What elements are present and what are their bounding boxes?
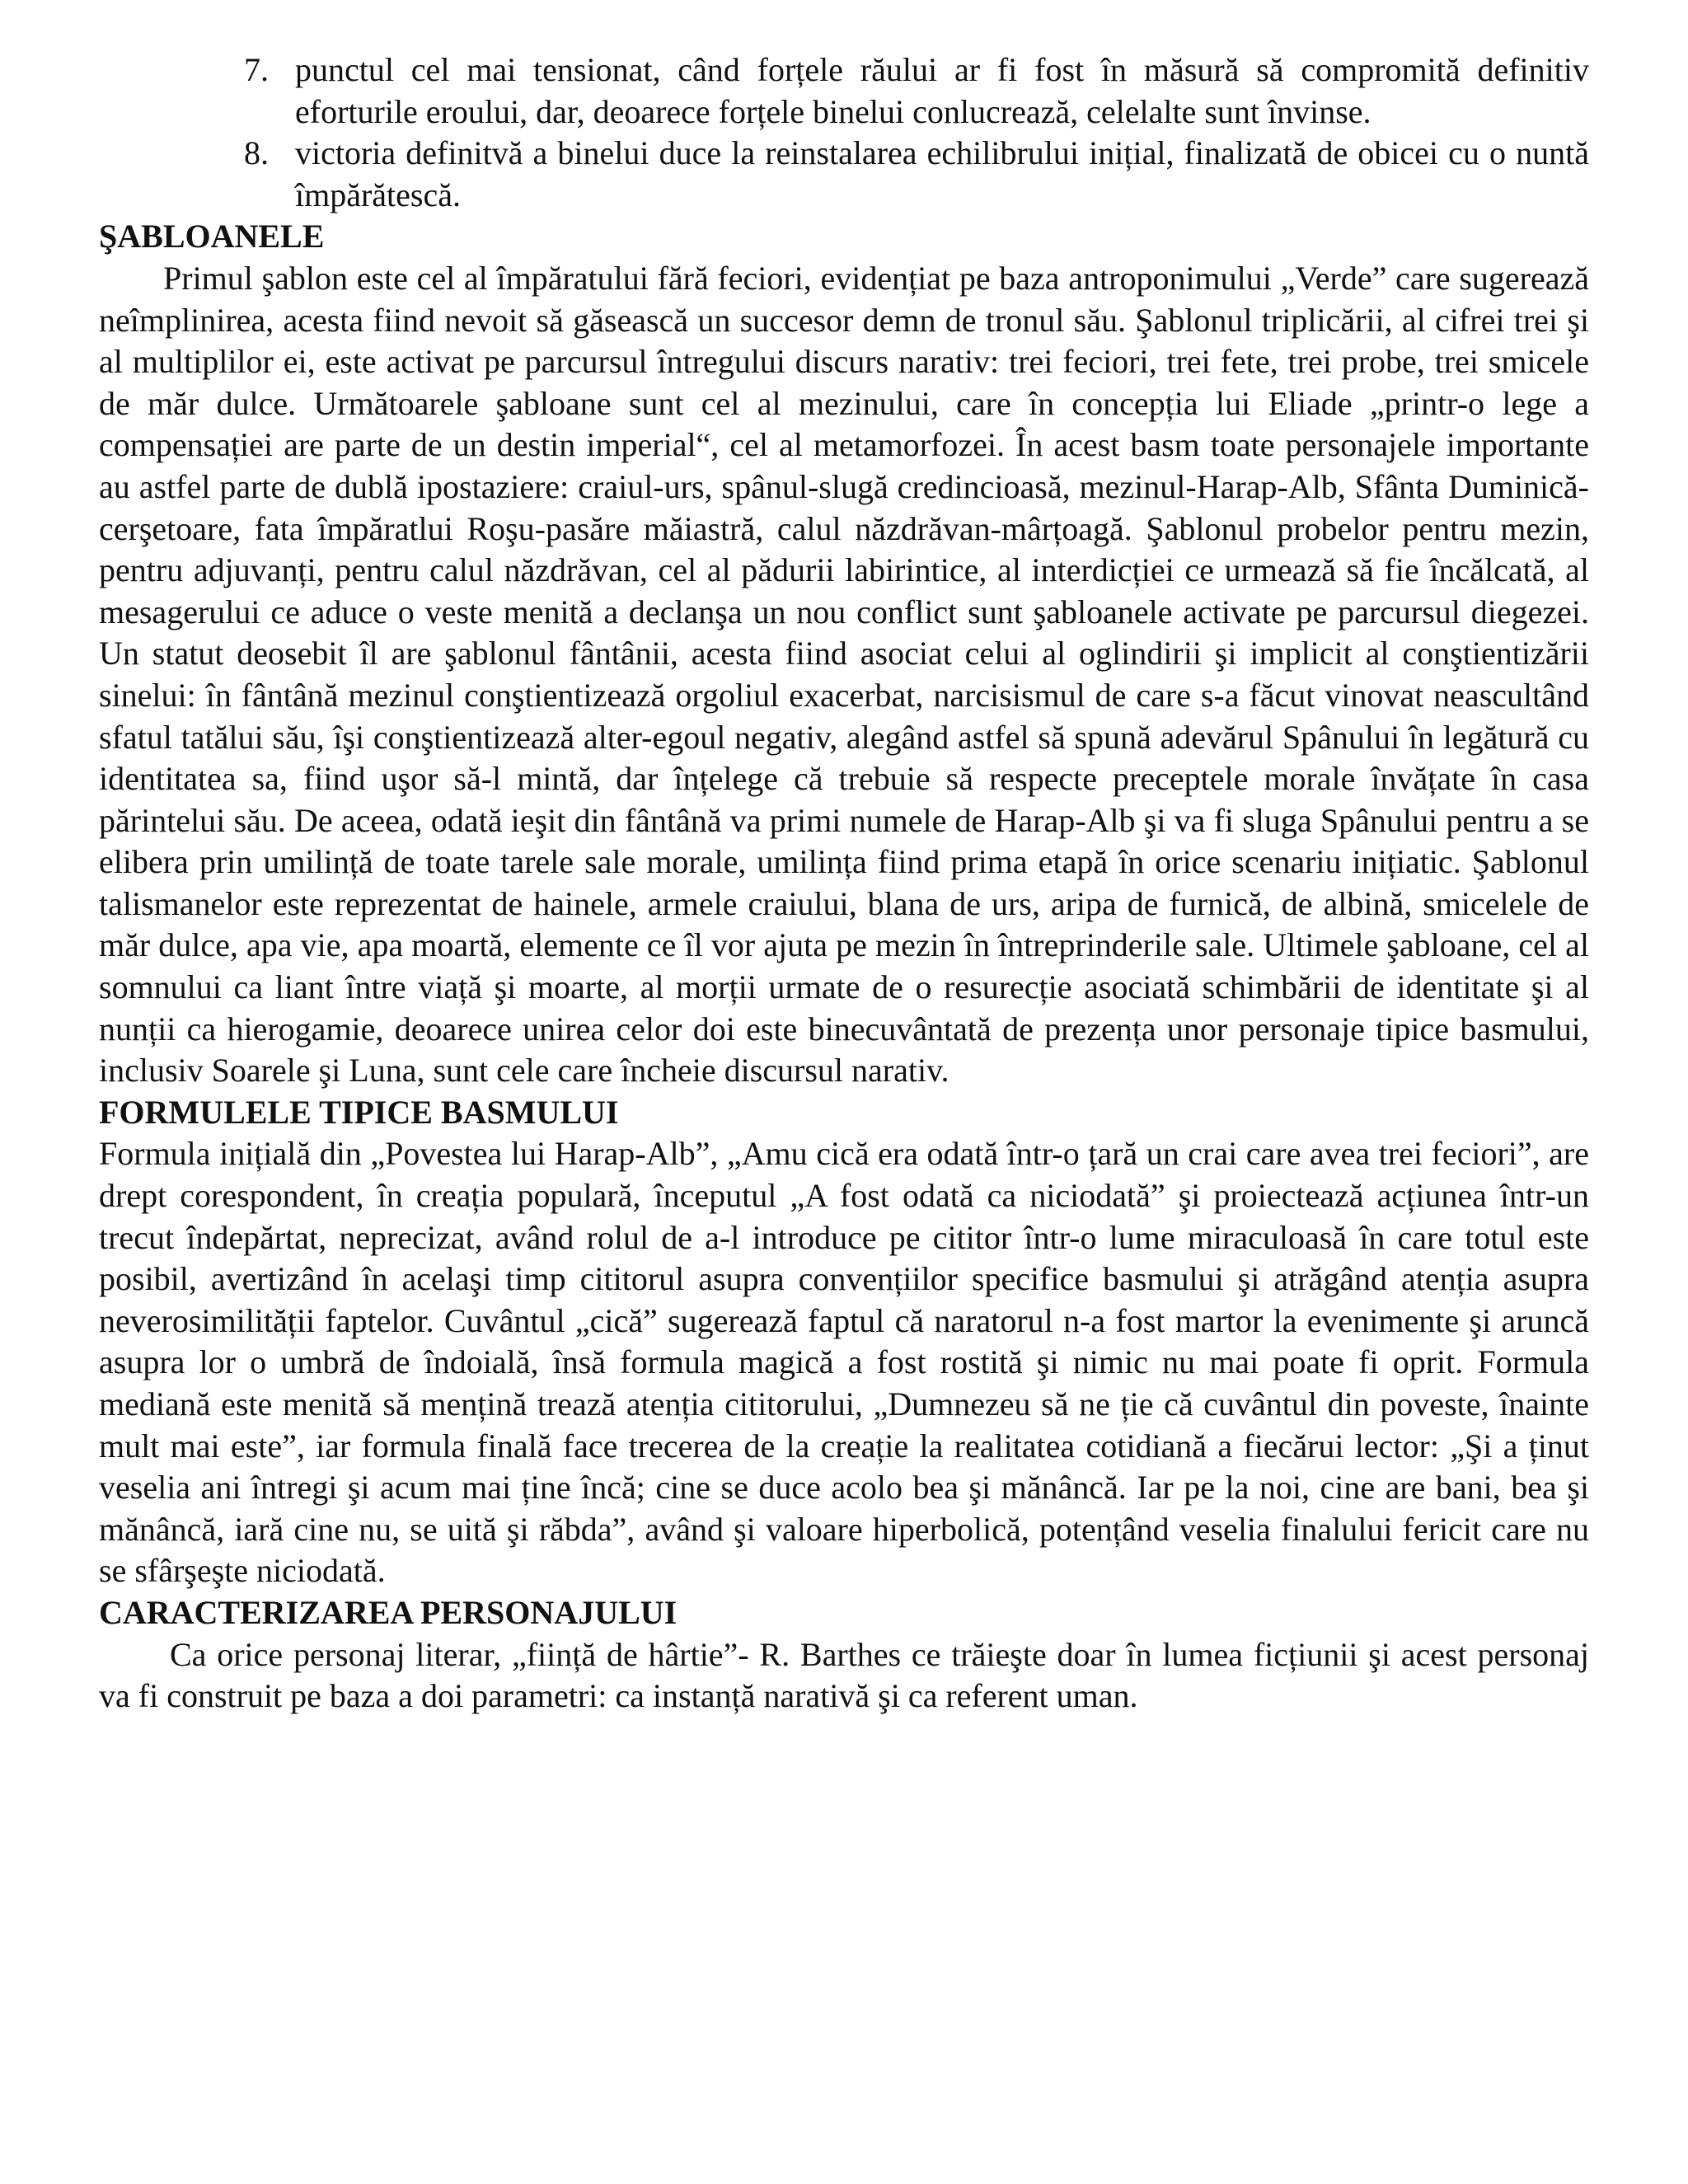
list-item <box>99 49 1589 133</box>
list-item-text: victoria definitvă a binelui duce la reinstalarea echilibrului inițial, finalizată de obicei cu o nuntă împărătescă. <box>295 134 1589 213</box>
list-item-number: 8. <box>244 134 269 172</box>
list-item-number: 7. <box>244 51 269 88</box>
list-item <box>99 133 1589 216</box>
numbered-list <box>99 49 1589 216</box>
heading-sabloanele: ŞABLOANELE <box>99 218 325 255</box>
document-page <box>99 49 1589 1718</box>
paragraph-formulele: Formula inițială din „Povestea lui Harap-Alb”, „Amu cică era odată într-o țară un crai care avea trei feciori”, are drept corespondent, în creația populară, începutul „A fost odată ca niciodată” şi proiectează acțiunea într-un trecut îndepărtat, neprecizat, având rolul de a-l introduce pe cititor într-o lume miraculoasă în care totul este posibil, avertizând în acelaşi timp cititorul asupra convențiilor specifice basmului şi atrăgând atenția asupra neverosimilității faptelor. Cuvântul „cică” sugerează faptul că naratorul n-a fost martor la evenimente şi aruncă asupra lor o umbră de îndoială, însă formula magică a fost rostită şi nimic nu mai poate fi oprit. Formula mediană este menită să mențină trează atenția cititorului, „Dumnezeu să ne ție că cuvântul din poveste, înainte mult mai este”, iar formula finală face trecerea de la creație la realitatea cotidiană a fiecărui lector: „Şi a ținut veselia ani întregi şi acum mai ține încă; cine se duce acolo bea şi mănâncă. Iar pe la noi, cine are bani, bea şi mănâncă, iară cine nu, se uită şi răbda”, având şi valoare hiperbolică, potențând veselia finalului fericit care nu se sfârşeşte niciodată. <box>99 1135 1589 1590</box>
list-item-text: punctul cel mai tensionat, când forțele răului ar fi fost în măsură să compromită definitiv eforturile eroului, dar, deoarece forțele binelui conlucrează, celelalte sunt învinse. <box>295 51 1589 130</box>
heading-formulele: FORMULELE TIPICE BASMULUI <box>99 1093 619 1131</box>
paragraph-sabloanele: Primul şablon este cel al împăratului fără feciori, evidențiat pe baza antroponimului „Verde” care sugerează neîmplinirea, acesta fiind nevoit să găsească un succesor demn de tronul său. Şablonul triplicării, al cifrei trei şi al multiplilor ei, este activat pe parcursul întregului discurs narativ: trei feciori, trei fete, trei probe, trei smicele de măr dulce. Următoarele şabloane sunt cel al mezinului, care în concepția lui Eliade „printr-o lege a compensației are parte de un destin imperial“, cel al metamorfozei. În acest basm toate personajele importante au astfel parte de dublă ipostaziere: craiul-urs, spânul-slugă credincioasă, mezinul-Harap-Alb, Sfânta Duminică-cerşetoare, fata împăratlui Roşu-pasăre măiastră, calul năzdrăvan-mârțoagă. Şablonul probelor pentru mezin, pentru adjuvanți, pentru calul năzdrăvan, cel al pădurii labirintice, al interdicției ce urmează să fie încălcată, al mesagerului ce aduce o veste menită a declanşa un nou conflict sunt şabloanele activate pe parcursul diegezei. Un statut deosebit îl are şablonul fântânii, acesta fiind asociat celui al oglindirii şi implicit al conştientizării sinelui: în fântână mezinul conştientizează orgoliul exacerbat, narcisismul de care s-a făcut vinovat neascultând sfatul tatălui său, îşi conştientizează alter-egoul negativ, alegând astfel să spună adevărul Spânului în legătură cu identitatea sa, fiind uşor să-l mintă, dar înțelege că trebuie să respecte preceptele morale învățate în casa părintelui său. De aceea, odată ieşit din fântână va primi numele de Harap-Alb şi va fi sluga Spânului pentru a se elibera prin umilință de toate tarele sale morale, umilința fiind prima etapă în orice scenariu inițiatic. Şablonul talismanelor este reprezentat de hainele, armele craiului, blana de urs, aripa de furnică, de albină, smicelele de măr dulce, apa vie, apa moartă, elemente ce îl vor ajuta pe mezin în întreprinderile sale. Ultimele şabloane, cel al somnului ca liant între viață şi moarte, al morții urmate de o resurecție asociată schimbării de identitate şi al nunții ca hierogamie, deoarece unirea celor doi este binecuvântată de prezența unor personaje tipice basmului, inclusiv Soarele şi Luna, sunt cele care încheie discursul narativ. <box>99 259 1589 1090</box>
paragraph-caracterizarea: Ca orice personaj literar, „ființă de hârtie”- R. Barthes ce trăieşte doar în lumea ficțiunii şi acest personaj va fi construit pe baza a doi parametri: ca instanță narativă şi ca referent uman. <box>99 1635 1589 1715</box>
heading-caracterizarea: CARACTERIZAREA PERSONAJULUI <box>99 1593 678 1631</box>
